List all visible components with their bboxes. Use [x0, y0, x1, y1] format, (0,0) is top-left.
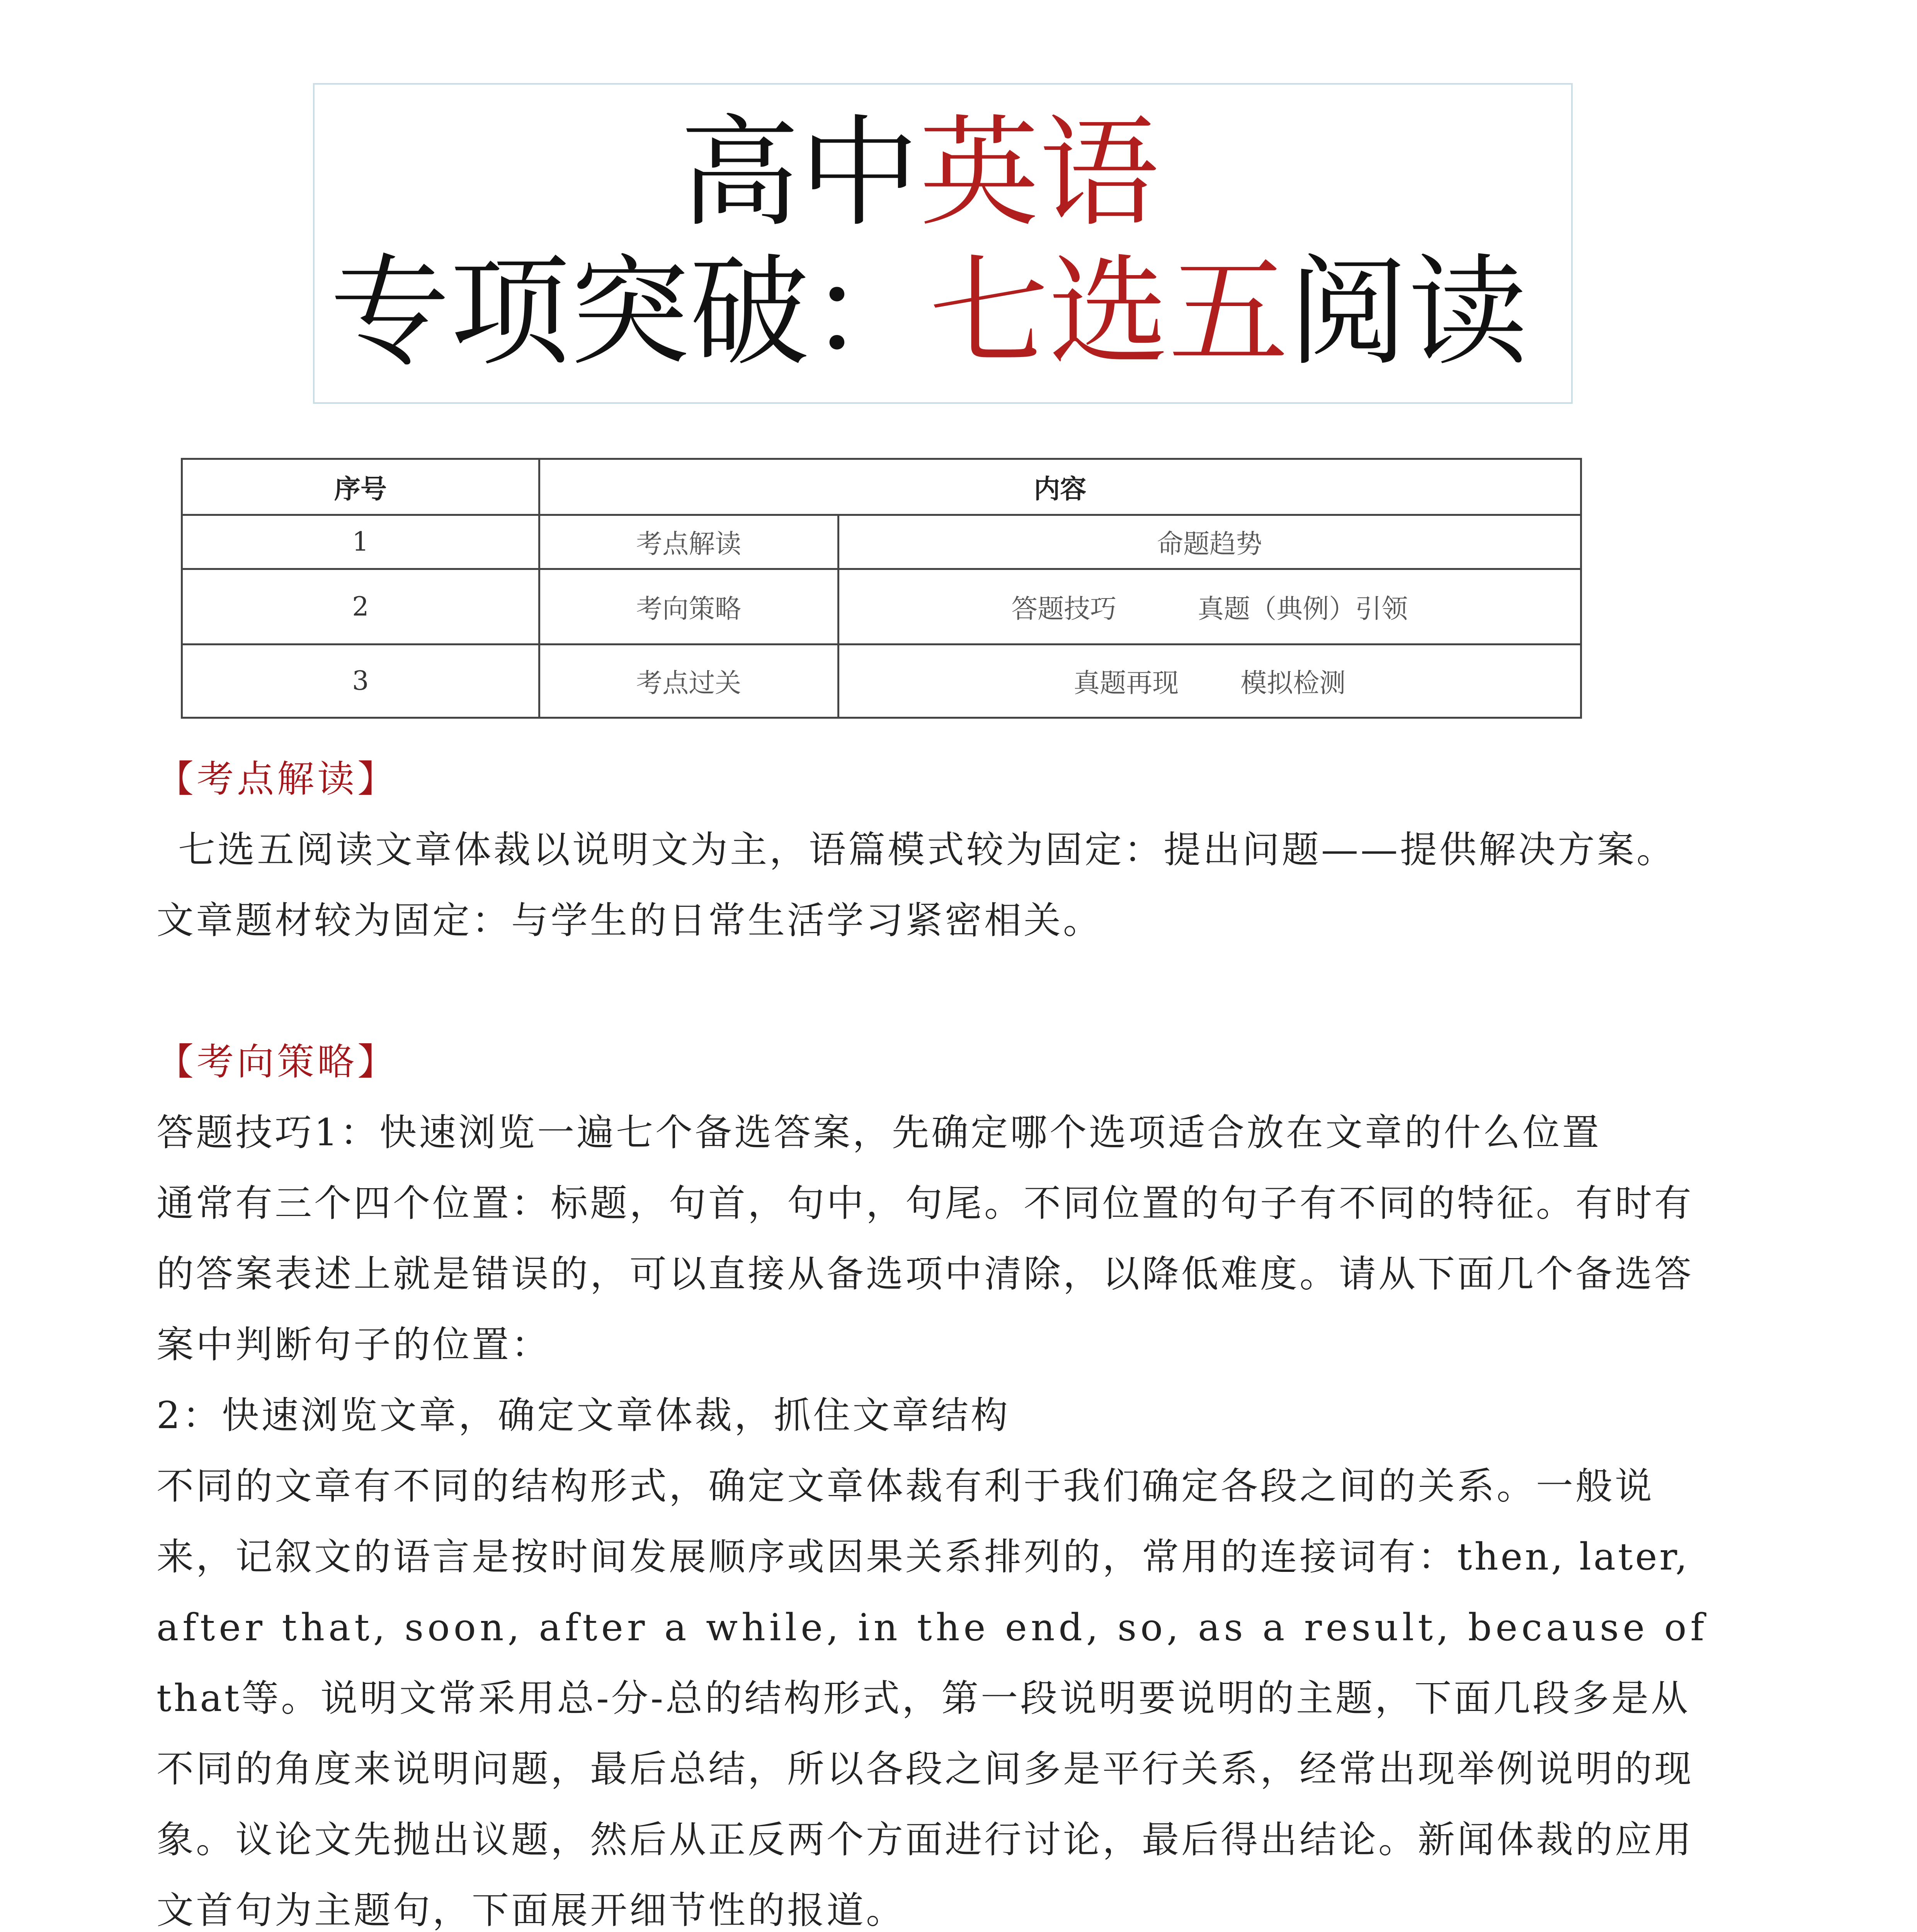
table-cell-items	[838, 569, 1581, 645]
paragraph-line: 案中判断句子的位置：	[156, 1323, 551, 1366]
title-plain-2: 专项突破：	[330, 243, 929, 382]
table-item: 真题（典例）引领	[1197, 594, 1408, 624]
paragraph-line: 答题技巧1：快速浏览一遍七个备选答案，先确定哪个选项适合放在文章的什么位置	[156, 1111, 1602, 1154]
paragraph-line: 象。议论文先抛出议题，然后从正反两个方面进行讨论，最后得出结论。新闻体裁的应用	[156, 1818, 1694, 1861]
section-heading-strategy: 【考向策略】	[156, 1040, 398, 1083]
table-header-row	[182, 459, 1581, 515]
table-item: 答题技巧	[1011, 594, 1117, 624]
table-cell-num: 1	[182, 515, 539, 569]
table-item: 模拟检测	[1240, 668, 1346, 699]
table-cell-items	[838, 515, 1581, 569]
paragraph-line: that等。说明文常采用总-分-总的结构形式，第一段说明要说明的主题，下面几段多是从	[156, 1677, 1691, 1720]
paragraph-line: 文章题材较为固定：与学生的日常生活学习紧密相关。	[156, 899, 1102, 942]
title-accent-1: 英语	[919, 104, 1159, 243]
paragraph-line: 文首句为主题句，下面展开细节性的报道。	[156, 1889, 905, 1932]
table-row	[182, 515, 1581, 569]
table-item: 命题趋势	[1157, 529, 1262, 560]
table-row	[182, 645, 1581, 718]
table-cell-items	[838, 645, 1581, 718]
paragraph-line: 七选五阅读文章体裁以说明文为主，语篇模式较为固定：提出问题——提供解决方案。	[178, 828, 1676, 871]
table-cell-category: 考点过关	[539, 645, 838, 718]
table-cell-num: 3	[182, 645, 539, 718]
table-header-num: 序号	[182, 459, 539, 515]
table-header-content: 内容	[539, 459, 1581, 515]
title-plain-1: 高中	[680, 104, 919, 243]
overview-table	[181, 458, 1582, 719]
paragraph-line: 不同的角度来说明问题，最后总结，所以各段之间多是平行关系，经常出现举例说明的现	[156, 1747, 1694, 1791]
paragraph-line: 不同的文章有不同的结构形式，确定文章体裁有利于我们确定各段之间的关系。一般说	[156, 1464, 1654, 1508]
table-row	[182, 569, 1581, 645]
paragraph-line: 通常有三个四个位置：标题，句首，句中，句尾。不同位置的句子有不同的特征。有时有	[156, 1182, 1694, 1225]
title-line-2	[330, 243, 1528, 382]
table-cell-num: 2	[182, 569, 539, 645]
table-cell-category: 考向策略	[539, 569, 838, 645]
title-box	[313, 83, 1573, 404]
paragraph-line: 2：快速浏览文章，确定文章体裁，抓住文章结构	[156, 1394, 1010, 1437]
title-accent-2: 七选五	[929, 243, 1288, 382]
table-cell-category: 考点解读	[539, 515, 838, 569]
paragraph-line: 来，记叙文的语言是按时间发展顺序或因果关系排列的，常用的连接词有：then, later,	[156, 1535, 1690, 1578]
document-body	[156, 744, 1799, 1932]
section-heading-analysis: 【考点解读】	[156, 757, 398, 801]
paragraph-line: 的答案表述上就是错误的，可以直接从备选项中清除，以降低难度。请从下面几个备选答	[156, 1252, 1694, 1296]
blank-line	[156, 956, 1799, 1027]
table-item: 真题再现	[1073, 668, 1179, 699]
paragraph-line: after that, soon, after a while, in the end, so, as a result, because of	[156, 1606, 1708, 1649]
title-line-1	[680, 104, 1159, 243]
title-tail-2: 阅读	[1288, 243, 1528, 382]
